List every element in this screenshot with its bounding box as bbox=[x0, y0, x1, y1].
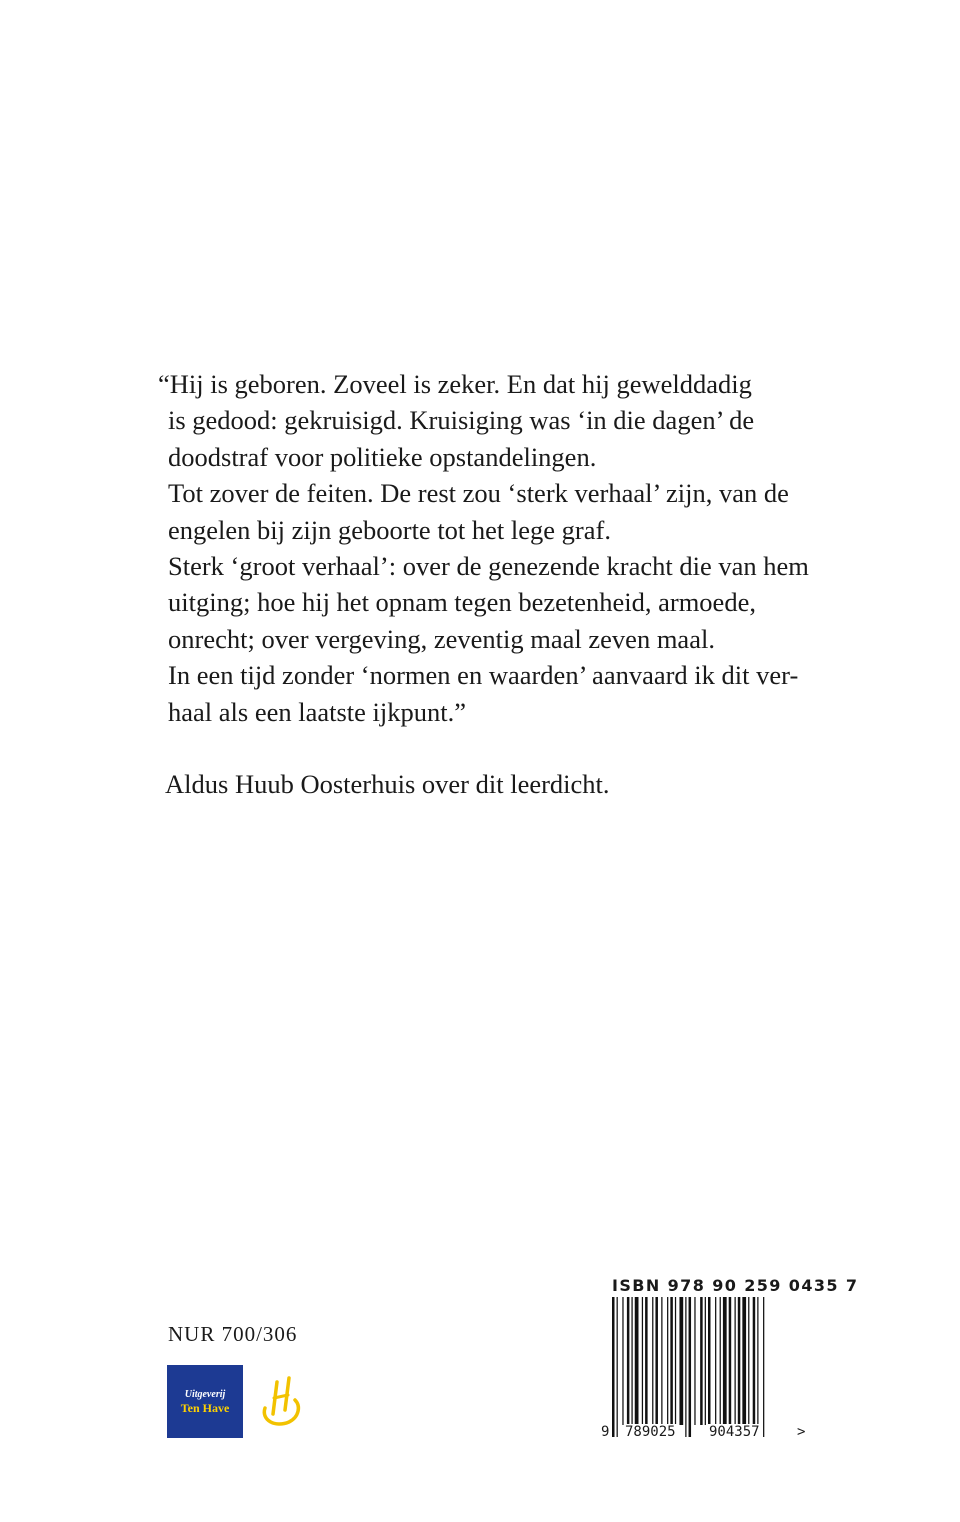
blurb-line: onrecht; over vergeving, zeventig maal zeven maal. bbox=[168, 623, 715, 654]
barcode bbox=[612, 1297, 792, 1437]
publisher-logo-line2: Ten Have bbox=[180, 1400, 230, 1415]
barcode-bar bbox=[694, 1297, 695, 1425]
barcode-bar bbox=[715, 1297, 716, 1425]
barcode-bar bbox=[617, 1297, 618, 1437]
barcode-bar bbox=[729, 1297, 732, 1425]
barcode-bar bbox=[667, 1297, 668, 1425]
barcode-bar bbox=[679, 1297, 683, 1425]
barcode-bar bbox=[675, 1297, 676, 1425]
ten-have-h-ornament-icon bbox=[255, 1370, 305, 1430]
barcode-bar bbox=[735, 1297, 736, 1425]
barcode-bar bbox=[700, 1297, 703, 1425]
barcode-digit-group-left: 789025 bbox=[625, 1424, 676, 1440]
blurb-line: In een tijd zonder ‘normen en waarden’ aanvaard ik dit ver- bbox=[168, 660, 799, 691]
barcode-bar bbox=[612, 1297, 615, 1437]
barcode-bar bbox=[655, 1297, 658, 1425]
barcode-bar bbox=[708, 1297, 711, 1425]
barcode-bar bbox=[720, 1297, 721, 1425]
barcode-bar bbox=[631, 1297, 632, 1425]
blurb-line: is gedood: gekruisigd. Kruisiging was ‘in die dagen’ de bbox=[168, 405, 755, 436]
barcode-bar bbox=[645, 1297, 648, 1425]
blurb-line: engelen bij zijn geboorte tot het lege graf. bbox=[168, 514, 611, 545]
publisher-logo bbox=[167, 1365, 243, 1438]
barcode-bar bbox=[642, 1297, 643, 1425]
barcode-bar bbox=[652, 1297, 653, 1425]
barcode-bar bbox=[635, 1297, 639, 1425]
barcode-bar bbox=[661, 1297, 662, 1425]
barcode-bar bbox=[753, 1297, 756, 1425]
barcode-bar bbox=[622, 1297, 623, 1425]
barcode-digit-lead: 9 bbox=[601, 1424, 610, 1440]
barcode-bar bbox=[689, 1297, 692, 1437]
nur-code: NUR 700/306 bbox=[168, 1322, 298, 1346]
blurb-line: Sterk ‘groot verhaal’: over de genezende kracht die van hem bbox=[168, 551, 809, 582]
blurb-line: Tot zover de feiten. De rest zou ‘sterk verhaal’ zijn, van de bbox=[168, 478, 789, 509]
blurb-line: uitging; hoe hij het opnam tegen bezetenheid, armoede, bbox=[168, 587, 756, 618]
barcode-bar bbox=[748, 1297, 749, 1425]
blurb-line: “Hij is geboren. Zoveel is zeker. En dat hij gewelddadig bbox=[158, 369, 752, 399]
isbn-label: ISBN 978 90 259 0435 7 bbox=[612, 1276, 859, 1295]
barcode-digit-quiet-marker: > bbox=[797, 1424, 806, 1440]
barcode-bar bbox=[685, 1297, 686, 1437]
barcode-bar bbox=[763, 1297, 764, 1437]
barcode-bar bbox=[723, 1297, 727, 1425]
barcode-bar bbox=[742, 1297, 746, 1425]
barcode-bar bbox=[757, 1297, 758, 1425]
barcode-bar bbox=[670, 1297, 673, 1425]
barcode-bar bbox=[627, 1297, 630, 1425]
barcode-digits bbox=[600, 1424, 810, 1444]
barcode-digit-group-right: 904357 bbox=[709, 1424, 760, 1440]
blurb-line: haal als een laatste ijkpunt.” bbox=[168, 696, 467, 727]
barcode-bar bbox=[738, 1297, 741, 1425]
publisher-logo-line1: Uitgeverij bbox=[184, 1388, 226, 1400]
attribution-text: Aldus Huub Oosterhuis over dit leerdicht. bbox=[165, 769, 610, 799]
barcode-bar bbox=[705, 1297, 706, 1425]
blurb-line: doodstraf voor politieke opstandelingen. bbox=[168, 441, 597, 472]
back-cover-blurb bbox=[158, 366, 809, 730]
